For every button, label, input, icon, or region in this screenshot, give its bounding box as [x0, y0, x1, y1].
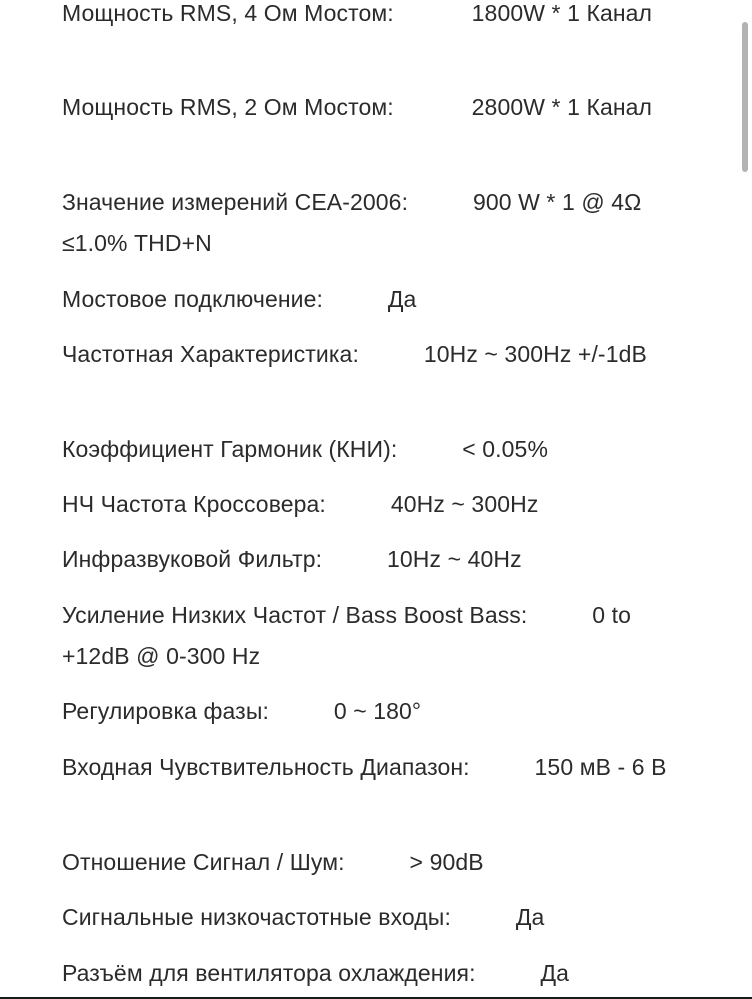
spec-cooling-fan-connector: Разъём для вентилятора охлаждения: Да: [62, 960, 570, 986]
spec-frequency-response: Частотная Характеристика: 10Hz ~ 300Hz +/-1dB: [62, 341, 647, 367]
spec-subsonic-filter: Инфразвуковой Фильтр: 10Hz ~ 40Hz: [62, 546, 522, 572]
spec-lowpass-crossover: НЧ Частота Кроссовера: 40Hz ~ 300Hz: [62, 491, 539, 517]
scrollbar[interactable]: [738, 0, 752, 999]
spec-input-sensitivity: Входная Чувствительность Диапазон: 150 мВ - 6 В: [62, 754, 667, 780]
spec-low-level-inputs: Сигнальные низкочастотные входы: Да: [62, 904, 545, 930]
spec-signal-to-noise: Отношение Сигнал / Шум: > 90dB: [62, 849, 484, 875]
spec-rms-2ohm-bridged: Мощность RMS, 2 Ом Мостом: 2800W * 1 Канал: [62, 94, 653, 120]
spec-rms-4ohm-bridged: Мощность RMS, 4 Ом Мостом: 1800W * 1 Канал: [62, 0, 653, 26]
spec-bridge-connection: Мостовое подключение: Да: [62, 286, 417, 312]
spec-phase-control: Регулировка фазы: 0 ~ 180°: [62, 698, 422, 724]
spec-thd: Коэффициент Гармоник (КНИ): < 0.05%: [62, 436, 548, 462]
spec-bass-boost: Усиление Низких Частот / Bass Boost Bass: 0 to +12dB @ 0-300 Hz: [62, 602, 638, 669]
scrollbar-thumb[interactable]: [742, 22, 748, 172]
spec-cea-2006: Значение измерений CEA-2006: 900 W * 1 @ 4Ω ≤1.0% THD+N: [62, 189, 648, 256]
